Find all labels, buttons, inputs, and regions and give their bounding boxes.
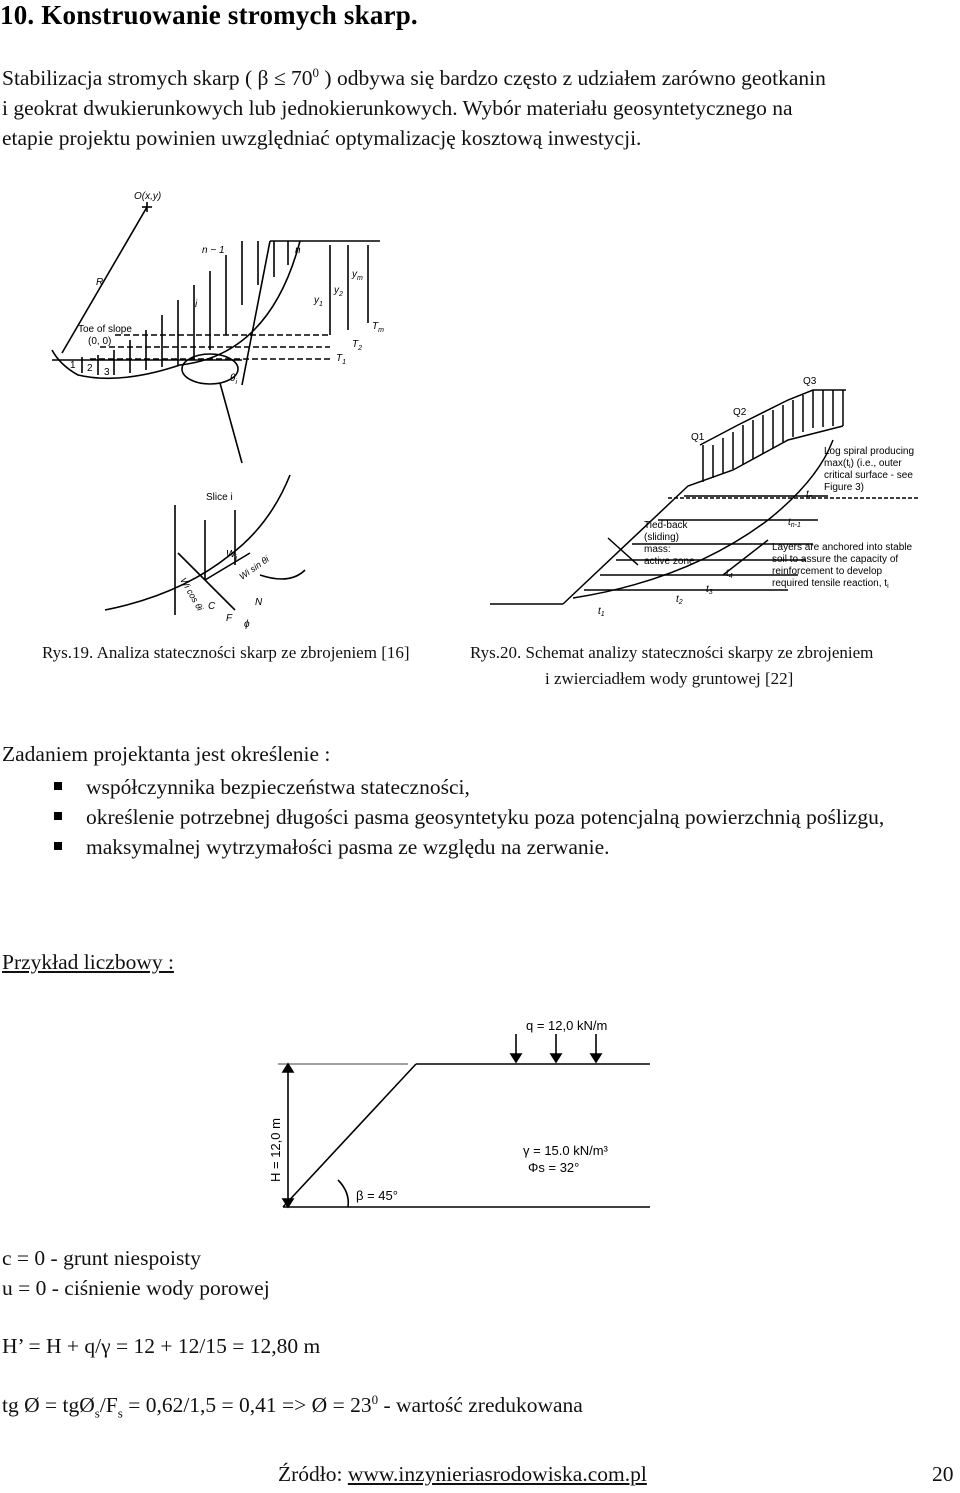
fig19-phi: ϕ — [244, 619, 250, 630]
page-number: 20 — [932, 1462, 954, 1486]
fig19-n-force: N — [255, 597, 263, 608]
fig19-toe-coords: (0, 0) — [88, 336, 112, 347]
fig19-t2: $T_2$ — [352, 339, 363, 352]
intro-line-3: etapie projektu powinien uwzględniać optymalizację kosztową inwestycji. — [2, 126, 642, 151]
example-title: Przykład liczbowy : — [2, 950, 174, 974]
task-item-2: określenie potrzebnej długości pasma geosyntetyku poza potencjalną powierzchnią poślizgu, — [50, 802, 930, 832]
fig20-spiral-3: critical surface - see — [824, 470, 913, 481]
fig19-slice-1: 1 — [70, 360, 76, 371]
fig19-n-minus-1: n − 1 — [202, 245, 225, 256]
fig19-slice-i-title: Slice i — [206, 492, 233, 503]
figure-19-diagram — [30, 185, 410, 630]
fig19-t1: $T_1$ — [336, 353, 347, 366]
intro-paragraph — [2, 58, 952, 153]
example-h-line: H’ = H + q/γ = 12 + 12/15 = 12,80 m — [2, 1334, 321, 1358]
fig19-f: F — [226, 613, 233, 624]
fig20-spiral-2: $\max(t_i)$ (i.e., outer — [824, 458, 902, 470]
fig20-spiral-1: Log spiral producing — [824, 446, 915, 457]
intro-line-1-sup: 0 — [312, 65, 320, 80]
fig20-tied-1: Tied-back — [644, 520, 688, 531]
fig19-radius-label: R — [96, 277, 104, 288]
example-height-label: H = 12,0 m — [268, 1118, 283, 1182]
footer-source-link[interactable]: www.inzynieriasrodowiska.com.pl — [347, 1462, 647, 1486]
fig19-toe-label: Toe of slope — [78, 324, 132, 335]
example-u-line: u = 0 - ciśnienie wody porowej — [2, 1276, 270, 1300]
tasks-list — [50, 772, 930, 862]
footer-source — [278, 1462, 647, 1487]
example-phi-label: Φs = 32° — [528, 1160, 580, 1175]
tg-part-d: - wartość zredukowana — [378, 1393, 583, 1418]
figure-19-caption: Rys.19. Analiza stateczności skarp ze zbrojeniem [16] — [42, 643, 410, 662]
fig19-wcos: Wi cos θi — [178, 576, 206, 613]
fig19-theta: $\theta_i$ — [230, 373, 237, 386]
fig20-layers-2: soil to assure the capacity of — [772, 554, 899, 565]
task-item-1: współczynnika bezpieczeństwa stateczności, — [50, 772, 930, 802]
figure-20-caption-line-2: i zwierciadłem wody gruntowej [22] — [545, 669, 794, 688]
intro-line-2: i geokrat dwukierunkowych lub jednokierunkowych. Wybór materiału geosyntetycznego na — [2, 96, 793, 121]
fig20-spiral-4: Figure 3) — [824, 482, 865, 493]
fig20-tn: $t_n$ — [806, 489, 813, 501]
fig20-q1: Q1 — [691, 432, 705, 443]
tasks-intro: Zadaniem projektanta jest określenie : — [2, 742, 331, 766]
tg-sub-1: s — [94, 1405, 100, 1421]
task-item-3: maksymalnej wytrzymałości pasma ze względu na zerwanie. — [50, 832, 930, 862]
fig20-t1: $t_1$ — [598, 606, 605, 618]
fig19-wsin: Wi sin θi — [237, 554, 271, 582]
fig19-origin-label: O(x,y) — [134, 191, 162, 202]
intro-line-1-a: Stabilizacja stromych skarp ( β ≤ 70 — [2, 66, 313, 91]
example-load-label: q = 12,0 kN/m — [526, 1018, 608, 1033]
tg-sub-2: s — [117, 1405, 123, 1421]
fig20-q2: Q2 — [733, 407, 747, 418]
example-slope-diagram — [258, 1012, 658, 1252]
tg-part-b: /F — [99, 1393, 118, 1418]
fig20-t4: $t_4$ — [726, 568, 733, 580]
fig20-q3: Q3 — [803, 376, 817, 387]
section-heading: 10. Konstruowanie stromych skarp. — [0, 0, 418, 30]
fig19-ym: $y_m$ — [352, 269, 363, 282]
fig19-wi: $W_i$ — [226, 549, 238, 562]
footer-source-label: Źródło: — [278, 1462, 348, 1486]
fig20-tied-2: (sliding) — [644, 532, 680, 543]
fig20-layers-4: required tensile reaction, $t_i$ — [772, 578, 889, 590]
fig19-slice-3: 3 — [104, 367, 110, 378]
fig20-t3: $t_3$ — [706, 584, 713, 596]
tg-part-a: tg Ø = tgØ — [2, 1393, 95, 1418]
example-gamma-label: γ = 15.0 kN/m³ — [523, 1143, 608, 1158]
intro-line-1-b: ) odbywa się bardzo często z udziałem zarówno geotkanin — [319, 66, 826, 91]
fig19-tm: $T_m$ — [372, 321, 384, 334]
fig20-layers-3: reinforcement to develop — [772, 566, 883, 577]
fig19-y1: $y_1$ — [314, 295, 323, 308]
fig20-layers-1: Layers are anchored into stable — [772, 542, 913, 553]
example-tg-line — [2, 1392, 583, 1421]
example-c-line: c = 0 - grunt niespoisty — [2, 1246, 202, 1270]
figure-20-diagram — [488, 370, 928, 625]
intro-line-1 — [2, 58, 952, 93]
fig19-slice-i-top: i — [195, 299, 198, 310]
fig19-y2: $y_2$ — [334, 285, 343, 298]
fig20-t2: $t_2$ — [676, 594, 683, 606]
figure-20-caption — [470, 640, 960, 692]
tg-part-c: = 0,62/1,5 = 0,41 => Ø = 23 — [122, 1393, 372, 1418]
example-beta-label: β = 45° — [356, 1188, 398, 1203]
fig20-tn1: $t_{n-1}$ — [788, 517, 801, 529]
fig20-tied-3: mass: — [644, 544, 671, 555]
figure-20-caption-line-1: Rys.20. Schemat analizy stateczności skarpy ze zbrojeniem — [470, 643, 874, 662]
tg-sup: 0 — [371, 1392, 379, 1407]
fig19-slice-2: 2 — [87, 363, 93, 374]
fig20-tied-4: active zone — [644, 556, 695, 567]
fig19-c: C — [208, 601, 216, 612]
fig19-n: n — [295, 245, 301, 256]
